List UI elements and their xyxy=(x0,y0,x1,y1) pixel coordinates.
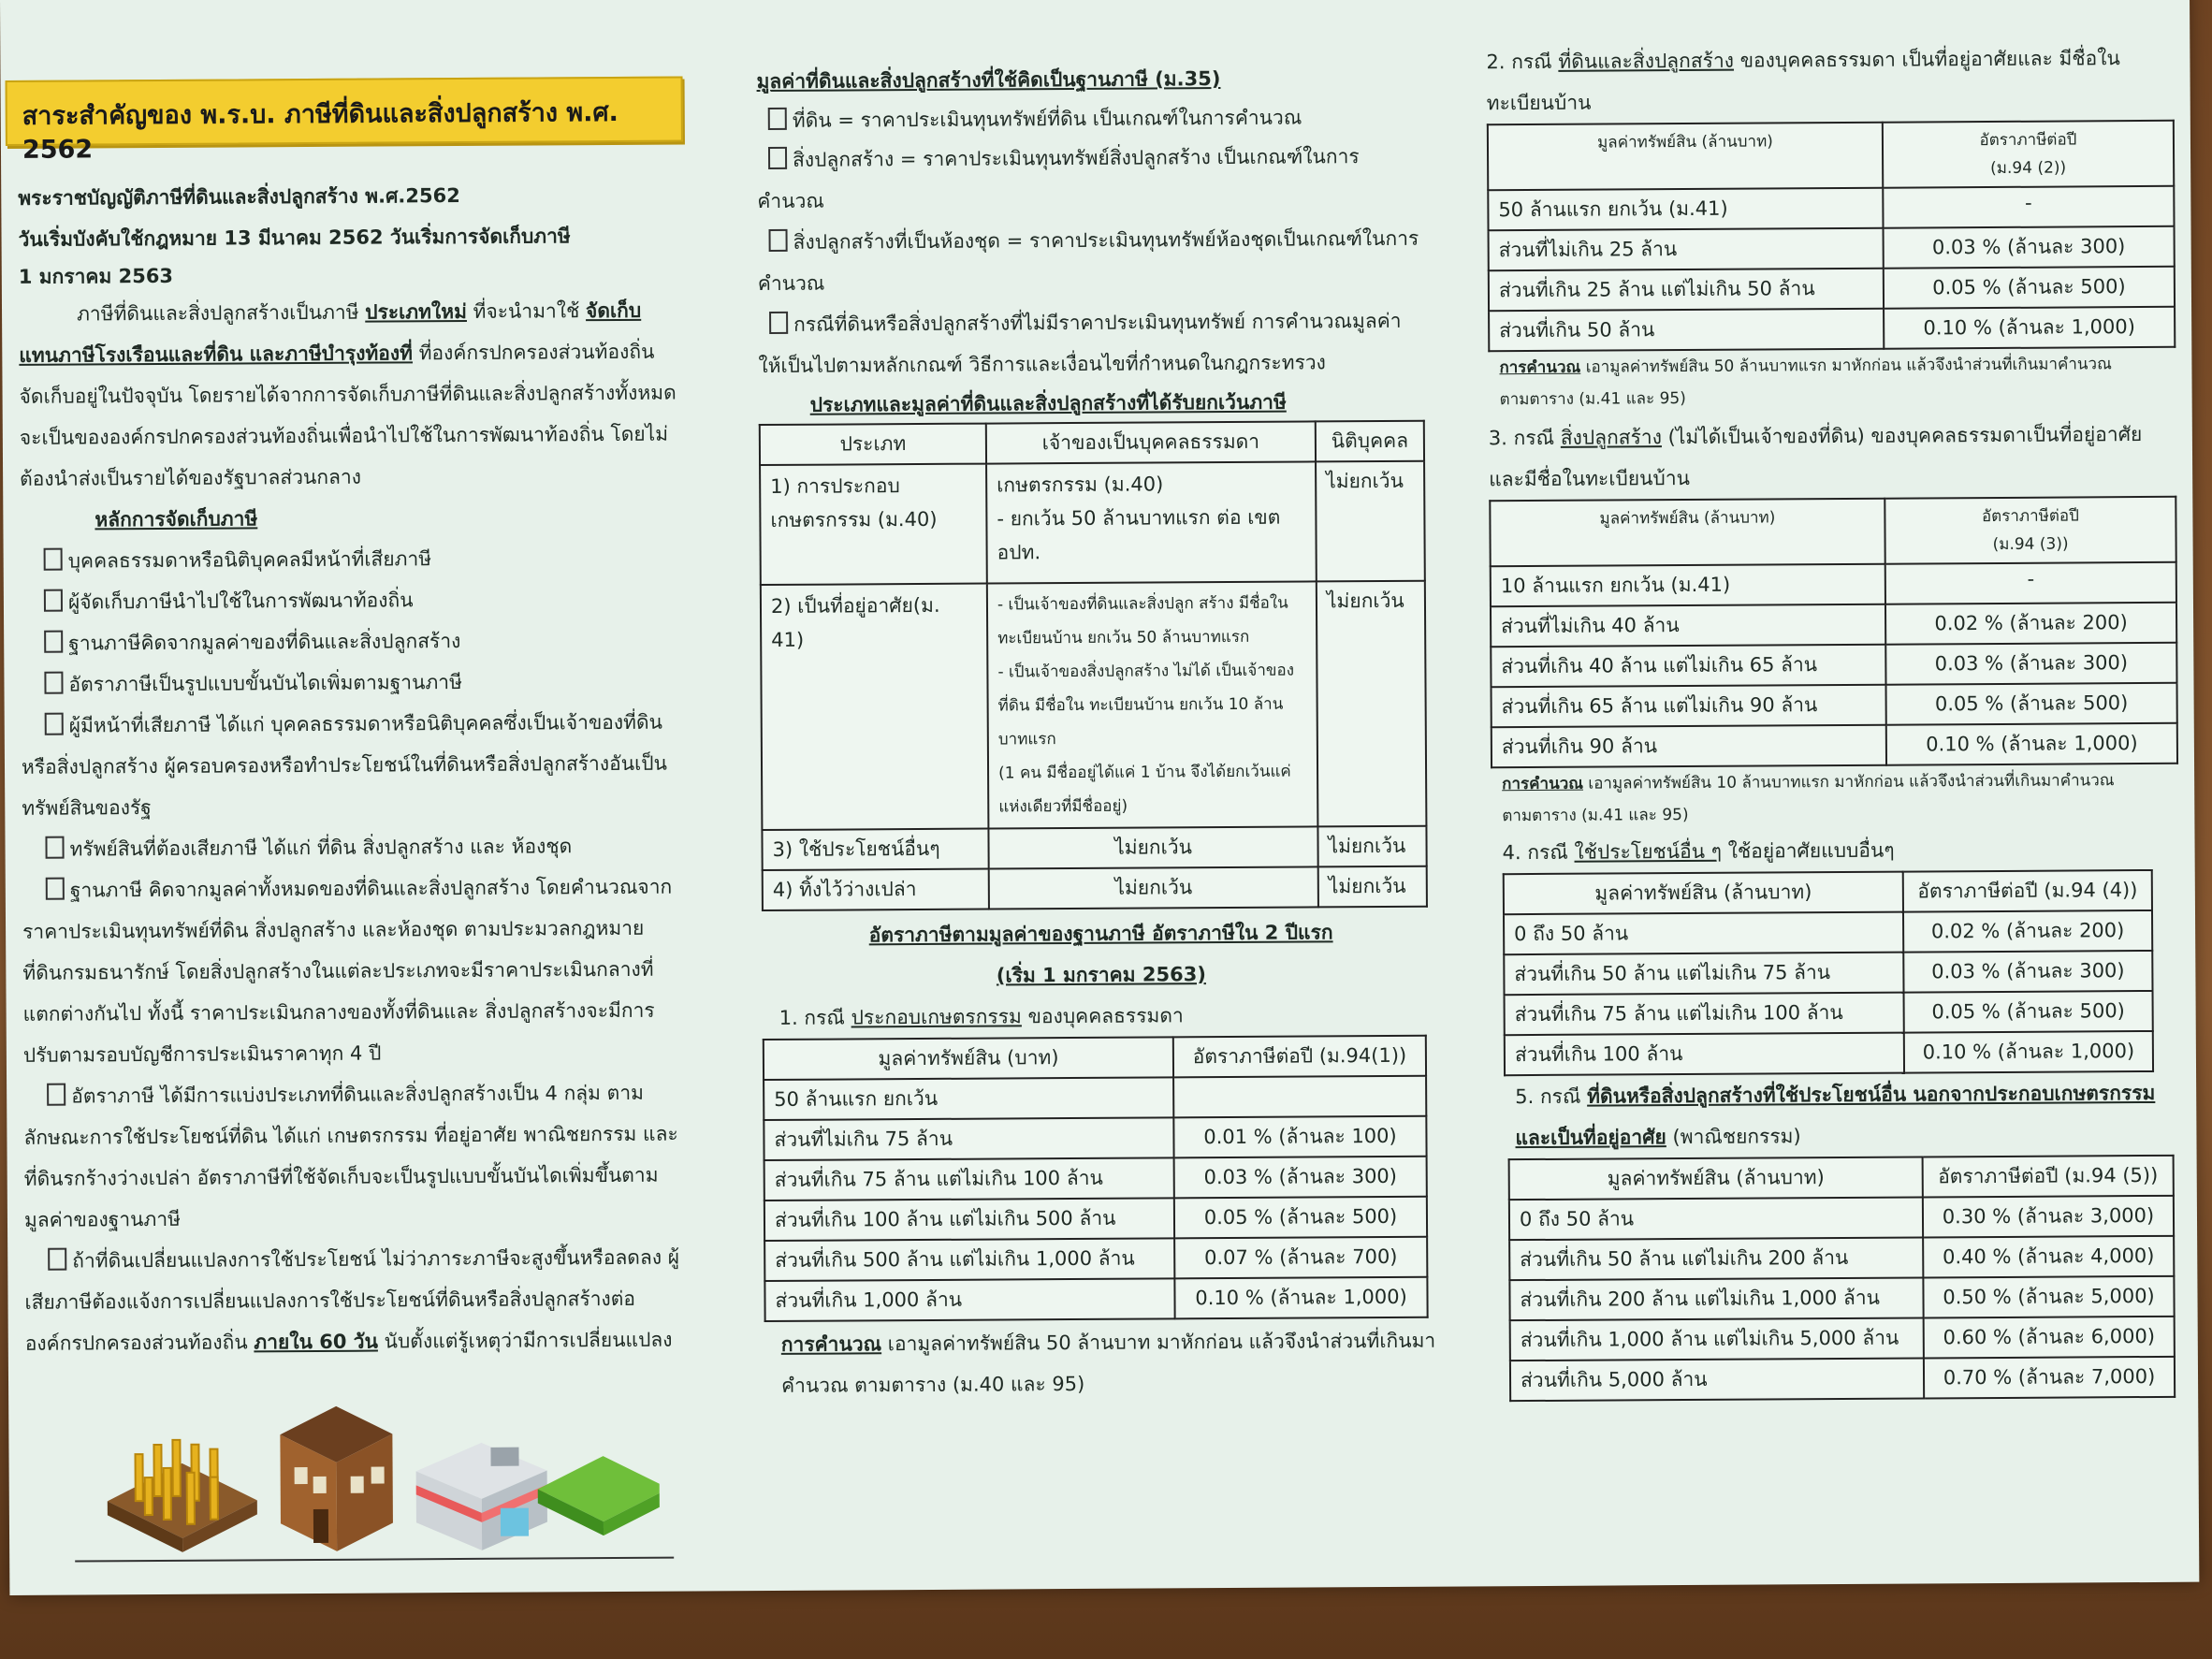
table-header-row: มูลค่าทรัพย์สิน (ล้านบาท) อัตราภาษีต่อปี (ม.94 (4)) xyxy=(1504,870,2152,914)
table-row: ส่วนที่ไม่เกิน 40 ล้าน 0.02 % (ล้านละ 200) xyxy=(1491,603,2176,647)
table-header-row: ประเภท เจ้าของเป็นบุคคลธรรมดา นิติบุคคล xyxy=(760,421,1424,465)
building-only-rate-table xyxy=(1489,496,2178,768)
value-item: สิ่งปลูกสร้างที่เป็นห้องชุด = ราคาประเมินทุนทรัพย์ห้องชุดเป็นเกณฑ์ในการ xyxy=(768,218,1435,263)
calc-note-2: การคำนวณ เอามูลค่าทรัพย์สิน 50 ล้านบาทแรก มาหักก่อน แล้วจึงนำส่วนที่เกินมาคำนวณ xyxy=(1499,355,2112,378)
intro-line-1: พระราชบัญญัติภาษีที่ดินและสิ่งปลูกสร้าง พ.ศ.2562 xyxy=(18,184,460,210)
table-row: ส่วนที่ไม่เกิน 25 ล้าน 0.03 % (ล้านละ 300) xyxy=(1489,226,2175,270)
table-header-row: มูลค่าทรัพย์สิน (ล้านบาท) อัตราภาษีต่อปี (ม.94 (3)) xyxy=(1490,497,2176,566)
table-row: 2) เป็นที่อยู่อาศัย(ม. 41) - เป็นเจ้าของที่ดินและสิ่งปลูก สร้าง มีชื่อในทะเบียนบ้าน ยกเว้น 50 ล้านบาทแรก - เป็นเจ้าของสิ่งปลูกสร้าง ไม่ได้ เป็นเจ้าของที่ดิน มีชื่อใน ทะเบียนบ้าน ยกเว้น 10 ล้านบาทแรก (1 คน มีชื่ออยู่ได้แค่ 1 บ้าน จึงได้ยกเว้นแค่แห่งเดียวที่มีชื่ออยู่) ไม่ยกเว้น xyxy=(761,581,1427,830)
checkbox-icon xyxy=(48,1248,66,1271)
calc-note-3-cont: ตามตาราง (ม.41 และ 95) xyxy=(1502,805,1689,826)
table-row: ส่วนที่เกิน 100 ล้าน 0.10 % (ล้านละ 1,000) xyxy=(1505,1031,2153,1075)
checkbox-icon xyxy=(769,229,788,252)
table-row: 10 ล้านแรก ยกเว้น (ม.41) - xyxy=(1491,562,2176,606)
taxpayer-paragraph: ผู้มีหน้าที่เสียภาษี ได้แก่ บุคคลธรรมดาหรือนิติบุคคลซึ่งเป็นเจ้าของที่ดิน หรือสิ่งปลูกสร้าง ผู้ครอบครองหรือทำประโยชน์ในที่ดินหรือสิ่งปลูกสร้างอันเป็น ทรัพย์สินของรัฐ xyxy=(21,710,667,820)
calc-note-1: การคำนวณ เอามูลค่าทรัพย์สิน 50 ล้านบาท มาหักก่อน แล้วจึงนำส่วนที่เกินมา xyxy=(780,1329,1436,1356)
table-row: 3) ใช้ประโยชน์อื่นๆ ไม่ยกเว้น ไม่ยกเว้น xyxy=(762,826,1426,870)
table-row: ส่วนที่เกิน 50 ล้าน แต่ไม่เกิน 75 ล้าน 0.03 % (ล้านละ 300) xyxy=(1504,951,2152,995)
title-banner xyxy=(6,77,683,165)
table-row: ส่วนที่เกิน 1,000 ล้าน แต่ไม่เกิน 5,000 ล้าน 0.60 % (ล้านละ 6,000) xyxy=(1510,1317,2175,1361)
checkbox-icon xyxy=(769,312,788,334)
value-item: กรณีที่ดินหรือสิ่งปลูกสร้างที่ไม่มีราคาประเมินทุนทรัพย์ การคำนวณมูลค่า xyxy=(769,300,1436,345)
table-row: ส่วนที่เกิน 90 ล้าน 0.10 % (ล้านละ 1,000) xyxy=(1492,723,2177,767)
tax-rate-paragraph: อัตราภาษี ได้มีการแบ่งประเภทที่ดินและสิ่งปลูกสร้างเป็น 4 กลุ่ม ตาม ลักษณะการใช้ประโยชน์ที่ดิน ได้แก่ เกษตรกรรม ที่อยู่อาศัย พาณิชยกรรม และ ที่ดินรกร้างว่างเปล่า อัตราภาษีที่ใช้จัดเก็บจะเป็นรูปแบบขั้นบันไดเพิ่มขึ้นตาม มูลค่าของฐานภาษี xyxy=(23,1081,678,1231)
calc-note-3: การคำนวณ เอามูลค่าทรัพย์สิน 10 ล้านบาทแรก มาหักก่อน แล้วจึงนำส่วนที่เกินมาคำนวณ xyxy=(1502,771,2115,794)
divider-line xyxy=(75,1557,674,1563)
page-title: สาระสำคัญของ พ.ร.บ. ภาษีที่ดินและสิ่งปลูกสร้าง พ.ศ. 2562 xyxy=(22,97,618,165)
exemption-table xyxy=(759,420,1428,911)
principle-item: ฐานภาษีคิดจากมูลค่าของที่ดินและสิ่งปลูกสร้าง xyxy=(44,618,708,663)
assets-item: ทรัพย์สินที่ต้องเสียภาษี ได้แก่ ที่ดิน สิ่งปลูกสร้าง และ ห้องชุด xyxy=(45,824,709,869)
residential-rate-table xyxy=(1487,120,2176,352)
table-row: ส่วนที่เกิน 200 ล้าน แต่ไม่เกิน 1,000 ล้าน 0.50 % (ล้านละ 5,000) xyxy=(1509,1276,2174,1320)
table-row: ส่วนที่เกิน 500 ล้าน แต่ไม่เกิน 1,000 ล้าน 0.07 % (ล้านละ 700) xyxy=(764,1237,1427,1281)
column-middle xyxy=(756,57,1443,1406)
table-row: ส่วนที่เกิน 100 ล้าน แต่ไม่เกิน 500 ล้าน 0.05 % (ล้านละ 500) xyxy=(764,1197,1427,1241)
checkbox-icon xyxy=(45,837,64,859)
checkbox-icon xyxy=(44,589,63,612)
value-item: ที่ดิน = ราคาประเมินทุนทรัพย์ที่ดิน เป็นเกณฑ์ในการคำนวณ xyxy=(768,98,1435,139)
principle-item: บุคคลธรรมดาหรือนิติบุคคลมีหน้าที่เสียภาษี xyxy=(44,536,708,581)
checkbox-icon xyxy=(44,672,63,694)
table-row: ส่วนที่เกิน 5,000 ล้าน 0.70 % (ล้านละ 7,000) xyxy=(1510,1357,2175,1401)
principles-heading: หลักการจัดเก็บภาษี xyxy=(95,507,258,531)
case5-heading-cont: และเป็นที่อยู่อาศัย (พาณิชยกรรม) xyxy=(1515,1125,1801,1150)
checkbox-icon xyxy=(768,147,787,169)
table-row: ส่วนที่เกิน 1,000 ล้าน 0.10 % (ล้านละ 1,000) xyxy=(764,1277,1427,1321)
table-row: ส่วนที่เกิน 65 ล้าน แต่ไม่เกิน 90 ล้าน 0.05 % (ล้านละ 500) xyxy=(1492,683,2177,727)
case3-heading: 3. กรณี สิ่งปลูกสร้าง (ไม่ได้เป็นเจ้าของที่ดิน) ของบุคคลธรรมดาเป็นที่อยู่อาศัย xyxy=(1488,423,2143,450)
principle-item: อัตราภาษีเป็นรูปแบบขั้นบันไดเพิ่มตามฐานภาษี xyxy=(44,660,708,705)
shop-icon xyxy=(415,1442,547,1550)
checkbox-icon xyxy=(44,548,63,571)
calc-note-1-cont: คำนวณ ตามตาราง (ม.40 และ 95) xyxy=(780,1372,1085,1397)
table-row: ส่วนที่เกิน 75 ล้าน แต่ไม่เกิน 100 ล้าน 0.03 % (ล้านละ 300) xyxy=(764,1157,1427,1201)
exemption-heading: ประเภทและมูลค่าที่ดินและสิ่งปลูกสร้างที่ได้รับยกเว้นภาษี xyxy=(809,390,1287,416)
table-row: 4) ทิ้งไว้ว่างเปล่า ไม่ยกเว้น ไม่ยกเว้น xyxy=(763,866,1427,910)
table-row: ส่วนที่เกิน 50 ล้าน 0.10 % (ล้านละ 1,000) xyxy=(1489,307,2175,351)
table-row: 50 ล้านแรก ยกเว้น xyxy=(764,1076,1426,1120)
table-row: 0 ถึง 50 ล้าน 0.30 % (ล้านละ 3,000) xyxy=(1509,1196,2174,1240)
case3-heading-cont: และมีชื่อในทะเบียนบ้าน xyxy=(1489,466,1691,491)
rice-field-icon xyxy=(107,1439,257,1552)
table-row: 50 ล้านแรก ยกเว้น (ม.41) - xyxy=(1488,186,2174,230)
property-illustrations xyxy=(97,1395,660,1558)
checkbox-icon xyxy=(45,713,64,735)
case2-heading-cont: ทะเบียนบ้าน xyxy=(1486,91,1592,115)
case2-heading: 2. กรณี ที่ดินและสิ่งปลูกสร้าง ของบุคคลธรรมดา เป็นที่อยู่อาศัยและ มีชื่อใน xyxy=(1486,47,2120,74)
table-row: ส่วนที่ไม่เกิน 75 ล้าน 0.01 % (ล้านละ 100) xyxy=(764,1116,1426,1160)
tax-base-value-heading: มูลค่าที่ดินและสิ่งปลูกสร้างที่ใช้คิดเป็นฐานภาษี (ม.35) xyxy=(756,67,1221,94)
table-row: ส่วนที่เกิน 50 ล้าน แต่ไม่เกิน 200 ล้าน 0.40 % (ล้านละ 4,000) xyxy=(1509,1236,2174,1280)
agri-rate-table xyxy=(763,1035,1429,1322)
case5-heading: 5. กรณี ที่ดินหรือสิ่งปลูกสร้างที่ใช้ประโยชน์อื่น นอกจากประกอบเกษตรกรรม xyxy=(1515,1081,2156,1109)
other-use-rate-table xyxy=(1503,869,2154,1076)
value-item: สิ่งปลูกสร้าง = ราคาประเมินทุนทรัพย์สิ่งปลูกสร้าง เป็นเกณฑ์ในการ xyxy=(768,136,1435,181)
house-icon xyxy=(280,1405,393,1551)
case4-heading: 4. กรณี ใช้ประโยชน์อื่น ๆ ใช้อยู่อาศัยแบบอื่นๆ xyxy=(1502,838,1895,865)
checkbox-icon xyxy=(46,878,65,900)
value-item-cont: ให้เป็นไปตามหลักเกณฑ์ วิธีการและเงื่อนไขที่กำหนดในกฎกระทรวง xyxy=(758,351,1326,378)
column-right xyxy=(1486,37,2187,1402)
case1-heading: 1. กรณี ประกอบเกษตรกรรม ของบุคคลธรรมดา xyxy=(779,1004,1184,1029)
table-row: ส่วนที่เกิน 75 ล้าน แต่ไม่เกิน 100 ล้าน 0.05 % (ล้านละ 500) xyxy=(1505,991,2153,1035)
usage-change-paragraph: ถ้าที่ดินเปลี่ยนแปลงการใช้ประโยชน์ ไม่ว่าภาระภาษีจะสูงขึ้นหรือลดลง ผู้ เสียภาษีต้องแจ้งการเปลี่ยนแปลงการใช้ประโยชน์ที่ดินหรือสิ่งปลูกสร้างต่อ องค์กรปกครองส่วนท้องถิ่น ภายใน 60 วัน นับตั้งแต่รู้เหตุว่ามีการเปลี่ยนแปลง xyxy=(24,1245,680,1355)
table-row: ส่วนที่เกิน 25 ล้าน แต่ไม่เกิน 50 ล้าน 0.05 % (ล้านละ 500) xyxy=(1489,267,2175,311)
table-row: 1) การประกอบ เกษตรกรรม (ม.40) เกษตรกรรม (ม.40) - ยกเว้น 50 ล้านบาทแรก ต่อ เขต อปท. ไม่ยกเว้น xyxy=(760,461,1425,585)
rate-heading-date: (เริ่ม 1 มกราคม 2563) xyxy=(996,963,1206,987)
calc-note-2-cont: ตามตาราง (ม.41 และ 95) xyxy=(1499,389,1686,410)
intro-paragraph: ภาษีที่ดินและสิ่งปลูกสร้างเป็นภาษี ประเภทใหม่ ที่จะนำมาใช้ จัดเก็บ แทนภาษีโรงเรือนและที่ดิน และภาษีบำรุงท้องที่ ที่องค์กรปกครองส่วนท้องถิ่น จัดเก็บอยู่ในปัจจุบัน โดยรายได้จากการจัดเก็บภาษีที่ดินและสิ่งปลูกสร้างทั้งหมด จะเป็นขององค์กรปกครองส่วนท้องถิ่นเพื่อนำไปใช้ในการพัฒนาท้องถิ่น โดยไม่ ต้องนำส่งเป็นรายได้ของรัฐบาลส่วนกลาง xyxy=(19,298,677,490)
checkbox-icon xyxy=(44,631,63,653)
intro-line-2: วันเริ่มบังคับใช้กฎหมาย 13 มีนาคม 2562 วันเริ่มการจัดเก็บภาษี xyxy=(18,225,571,251)
table-header-row: มูลค่าทรัพย์สิน (ล้านบาท) อัตราภาษีต่อปี (ม.94 (5)) xyxy=(1509,1156,2174,1200)
table-row: 0 ถึง 50 ล้าน 0.02 % (ล้านละ 200) xyxy=(1504,910,2152,954)
vacant-land-icon xyxy=(538,1456,661,1536)
principle-item: ผู้จัดเก็บภาษีนำไปใช้ในการพัฒนาท้องถิ่น xyxy=(44,577,708,622)
table-header-row: มูลค่าทรัพย์สิน (ล้านบาท) อัตราภาษีต่อปี (ม.94 (2)) xyxy=(1488,121,2174,190)
value-item-cont: คำนวณ xyxy=(757,189,824,213)
checkbox-icon xyxy=(768,108,787,130)
table-row: ส่วนที่เกิน 40 ล้าน แต่ไม่เกิน 65 ล้าน 0.03 % (ล้านละ 300) xyxy=(1491,643,2176,687)
commercial-rate-table xyxy=(1508,1155,2176,1402)
tax-base-paragraph: ฐานภาษี คิดจากมูลค่าทั้งหมดของที่ดินและสิ่งปลูกสร้าง โดยคำนวณจาก ราคาประเมินทุนทรัพย์ที่ดิน สิ่งปลูกสร้าง และห้องชุด ตามประมวลกฎหมาย ที่ดินกรมธนารักษ์ โดยสิ่งปลูกสร้างในแต่ละประเภทจะมีราคาประเมินกลางที่ แตกต่างกันไป ทั้งนี้ ราคาประเมินกลางของทั้งที่ดินและ สิ่งปลูกสร้างจะมีการ ปรับตามรอบบัญชีการประเมินราคาทุก 4 ปี xyxy=(22,875,673,1067)
column-left xyxy=(18,173,713,1363)
checkbox-icon xyxy=(47,1084,65,1106)
intro-line-3: 1 มกราคม 2563 xyxy=(18,264,174,288)
value-item-cont: คำนวณ xyxy=(757,271,825,296)
rate-heading: อัตราภาษีตามมูลค่าของฐานภาษี อัตราภาษีใน 2 ปีแรก xyxy=(868,921,1333,947)
table-header-row: มูลค่าทรัพย์สิน (บาท) อัตราภาษีต่อปี (ม.94(1)) xyxy=(764,1036,1426,1080)
